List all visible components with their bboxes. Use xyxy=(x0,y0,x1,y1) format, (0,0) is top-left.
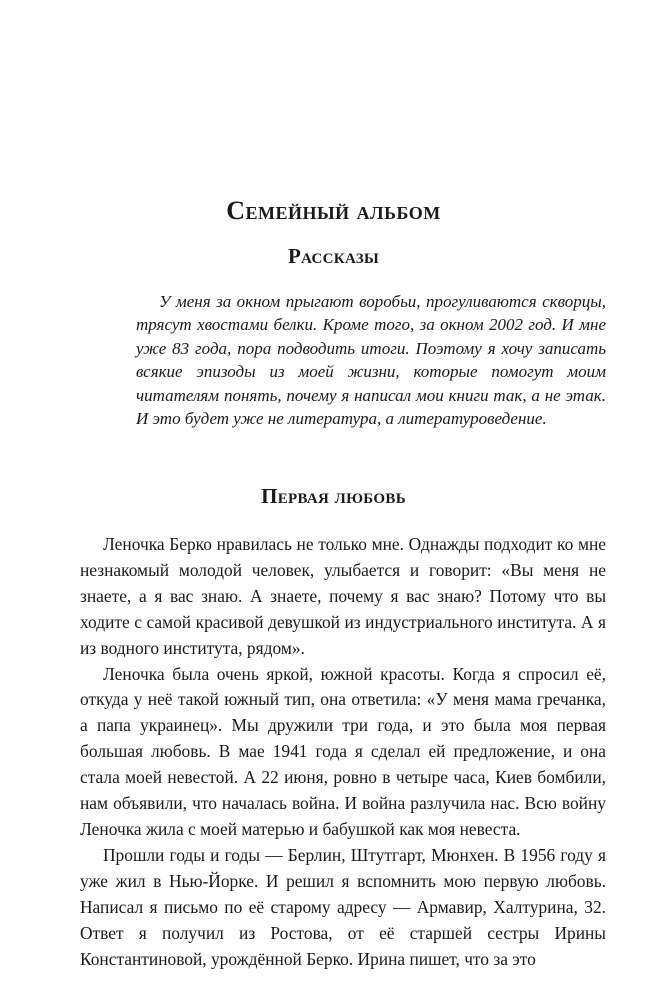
paragraph: Леночка Берко нравилась не только мне. Однажды подходит ко мне незнакомый молодой человек, улыбается и говорит: «Вы меня не знаете, а я вас знаю. А знаете, почему я вас знаю? Потому что вы ходите с самой красивой девушкой из индустриального института. А я из водного института, рядом». xyxy=(80,534,606,658)
epigraph: У меня за окном прыгают воробьи, прогуливаются скворцы, трясут хвостами белки. Кроме того, за окном 2002 год. И мне уже 83 года, пора подводить итоги. Поэтому я хочу записать всякие эпизоды из моей жизни, которые помогут моим читателям понять, почему я написал мои книги так, а не этак. И это будет уже не литература, а литературоведение. xyxy=(136,292,606,429)
paragraph: Прошли годы и годы — Берлин, Штутгарт, Мюнхен. В 1956 году я уже жил в Нью-Йорке. И решил я вспомнить мою первую любовь. Написал я письмо по её старому адресу — Армавир, Халтурина, 32. Ответ я получил из Ростова, от её старшей сестры Ирины Константиновой, урождённой Берко. Ирина пишет, что за это xyxy=(80,844,606,969)
book-title: Семейный альбом xyxy=(226,196,441,225)
story-title: Первая любовь xyxy=(261,484,406,508)
story-body xyxy=(80,532,606,972)
paragraph: Леночка была очень яркой, южной красоты. Когда я спросил её, откуда у неё такой южный тип, она ответила: «У меня мама гречанка, а папа украинец». Мы дружили три года, и это была моя первая большая любовь. В мае 1941 года я сделал ей предложение, и она стала моей невестой. А 22 июня, ровно в четыре часа, Киев бомбили, нам объявили, что началась война. И война разлучила нас. Всю войну Леночка жила с моей матерью и бабушкой как моя невеста. xyxy=(80,663,606,839)
section-title: Рассказы xyxy=(288,244,379,268)
